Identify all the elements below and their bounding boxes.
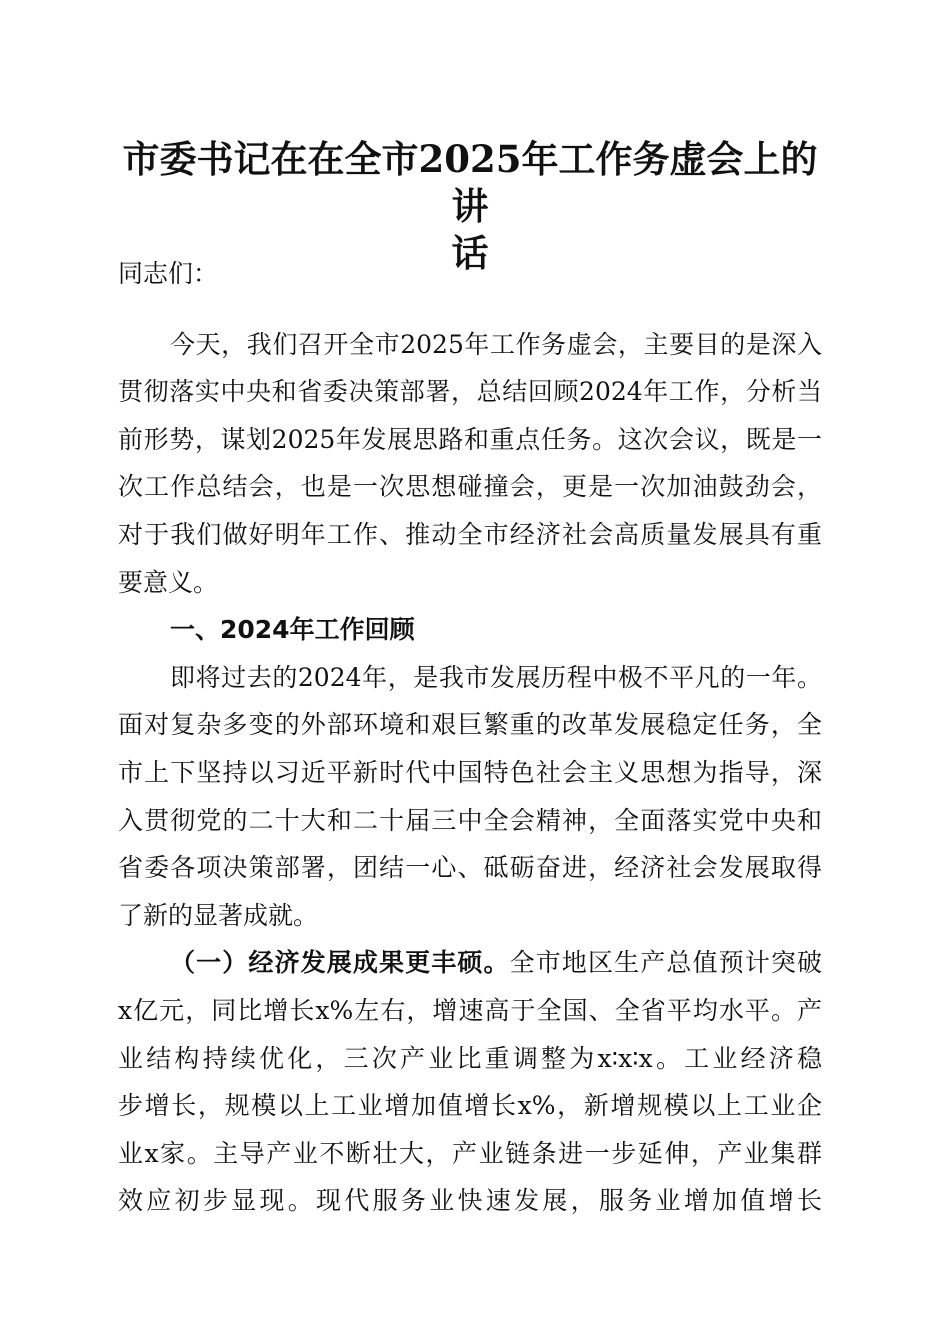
paragraph-line: 入贯彻党的二十大和二十届三中全会精神，全面落实党中央和 [118, 805, 822, 835]
paragraph-line: 业x家。主导产业不断壮大，产业链条进一步延伸，产业集群 [118, 1138, 822, 1168]
document-body [118, 250, 822, 1225]
paragraph-line: 即将过去的2024年，是我市发展历程中极不平凡的一年。 [170, 662, 822, 692]
paragraph-line: 要意义。 [118, 567, 219, 597]
paragraph-line: 了新的显著成就。 [118, 900, 319, 930]
salutation: 同志们： [118, 259, 219, 288]
paragraph-line: 业结构持续优化，三次产业比重调整为x∶x∶x。工业经济稳 [118, 1043, 822, 1073]
section-heading: 一、2024年工作回顾 [170, 615, 415, 645]
paragraph-line: 前形势，谋划2025年发展思路和重点任务。这次会议，既是一 [118, 424, 822, 454]
paragraph-line [118, 939, 822, 987]
paragraph-line: 市上下坚持以习近平新时代中国特色社会主义思想为指导，深 [118, 757, 822, 787]
paragraph-line: 今天，我们召开全市2025年工作务虚会，主要目的是深入 [170, 329, 822, 359]
paragraph-text: 全市地区生产总值预计突破 [509, 948, 822, 978]
paragraph-line: 贯彻落实中央和省委决策部署，总结回顾2024年工作，分析当 [118, 377, 822, 407]
paragraph-line: 次工作总结会，也是一次思想碰撞会，更是一次加油鼓劲会， [118, 472, 822, 502]
paragraph-economy [118, 939, 822, 1225]
paragraph-intro [118, 321, 822, 607]
title-line-1: 市委书记在在全市2025年工作务虚会上的讲 [122, 137, 818, 228]
paragraph-line: 对于我们做好明年工作、推动全市经济社会高质量发展具有重 [118, 519, 822, 549]
paragraph-line: 步增长，规模以上工业增加值增长x%，新增规模以上工业企 [118, 1091, 822, 1121]
title-line-2: 话 [451, 231, 489, 275]
subsection-heading: （一）经济发展成果更丰硕。 [170, 948, 510, 978]
paragraph-review [118, 654, 822, 940]
paragraph-line: 省委各项决策部署，团结一心、砥砺奋进，经济社会发展取得 [118, 853, 822, 883]
paragraph-line: x亿元，同比增长x%左右，增速高于全国、全省平均水平。产 [118, 995, 822, 1025]
paragraph-line: 面对复杂多变的外部环境和艰巨繁重的改革发展稳定任务，全 [118, 710, 822, 740]
paragraph-line: 效应初步显现。现代服务业快速发展，服务业增加值增长 [118, 1186, 822, 1216]
